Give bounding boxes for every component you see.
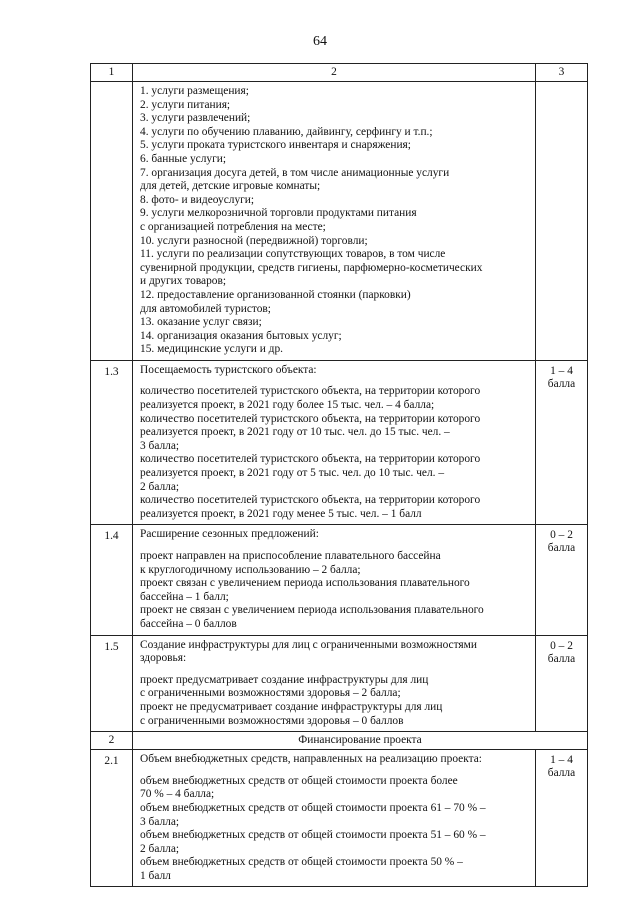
criterion-title xyxy=(140,528,531,542)
row-number: 1.4 xyxy=(91,525,133,635)
list-item xyxy=(140,139,531,153)
list-item xyxy=(140,112,531,126)
criterion-option xyxy=(140,674,531,701)
list-item xyxy=(140,248,531,289)
list-item xyxy=(140,99,531,113)
text-line: количество посетителей туристского объекта, на территории которого xyxy=(140,412,481,425)
criterion-content xyxy=(133,635,536,732)
text-line: 3. услуги развлечений; xyxy=(140,112,251,125)
text-line: 12. предоставление организованной стоянки (парковки) xyxy=(140,288,411,301)
section-title: Финансирование проекта xyxy=(133,732,588,750)
criterion-option xyxy=(140,701,531,728)
text-line: реализуется проект, в 2021 году менее 5 тыс. чел. – 1 балл xyxy=(140,507,422,520)
text-line: проект не связан с увеличением периода использования плавательного xyxy=(140,604,484,617)
score-line: балла xyxy=(547,767,576,780)
text-line: 2 балла; xyxy=(140,842,180,855)
criterion-option xyxy=(140,577,531,604)
criterion-option xyxy=(140,802,531,829)
score-line: балла xyxy=(547,542,576,555)
text-line: 13. оказание услуг связи; xyxy=(140,316,262,329)
text-line: реализуется проект, в 2021 году от 5 тыс. чел. до 10 тыс. чел. – xyxy=(140,467,445,480)
header-col-2: 2 xyxy=(133,64,536,82)
text-line: сувенирной продукции, средств гигиены, парфюмерно-косметических xyxy=(140,261,483,274)
criterion-title xyxy=(140,753,531,767)
list-item xyxy=(140,167,531,194)
score-range xyxy=(536,525,588,635)
row-number: 1.5 xyxy=(91,635,133,732)
text-line: 4. услуги по обучению плаванию, дайвингу, серфингу и т.п.; xyxy=(140,125,433,138)
text-line: 8. фото- и видеоуслуги; xyxy=(140,193,255,206)
text-line: 6. банные услуги; xyxy=(140,152,227,165)
text-line: 2 балла; xyxy=(140,480,180,493)
text-line: 9. услуги мелкорозничной торговли продуктами питания xyxy=(140,207,417,220)
criterion-option xyxy=(140,385,531,412)
text-line: объем внебюджетных средств от общей стоимости проекта более xyxy=(140,774,458,787)
text-line: объем внебюджетных средств от общей стоимости проекта 61 – 70 % – xyxy=(140,801,486,814)
text-line: реализуется проект, в 2021 году более 15 тыс. чел. – 4 балла; xyxy=(140,399,435,412)
text-line: здоровья: xyxy=(140,652,187,665)
text-line: с ограниченными возможностями здоровья – 0 баллов xyxy=(140,714,404,727)
list-item xyxy=(140,207,531,234)
text-line: 11. услуги по реализации сопутствующих товаров, в том числе xyxy=(140,248,446,261)
score-line: балла xyxy=(547,377,576,390)
text-line: реализуется проект, в 2021 году от 10 тыс. чел. до 15 тыс. чел. – xyxy=(140,426,450,439)
text-line: 3 балла; xyxy=(140,815,180,828)
text-line: 3 балла; xyxy=(140,439,180,452)
text-line: и других товаров; xyxy=(140,275,227,288)
services-list xyxy=(133,82,536,361)
row-number: 1.3 xyxy=(91,360,133,525)
text-line: 1. услуги размещения; xyxy=(140,85,249,97)
text-line: Создание инфраструктуры для лиц с ограниченными возможностями xyxy=(140,638,477,651)
criterion-option xyxy=(140,413,531,454)
score-line: 1 – 4 xyxy=(550,754,573,767)
criterion-option xyxy=(140,453,531,494)
list-item xyxy=(140,85,531,99)
criterion-row xyxy=(91,360,588,525)
text-line: Расширение сезонных предложений: xyxy=(140,528,319,541)
criterion-option xyxy=(140,775,531,802)
header-col-3: 3 xyxy=(536,64,588,82)
score-line: 0 – 2 xyxy=(550,639,573,652)
criterion-content xyxy=(133,525,536,635)
page-number: 64 xyxy=(313,34,327,49)
text-line: объем внебюджетных средств от общей стоимости проекта 50 % – xyxy=(140,856,463,869)
text-line: для автомобилей туристов; xyxy=(140,302,271,315)
text-line: проект предусматривает создание инфраструктуры для лиц xyxy=(140,673,429,686)
list-item xyxy=(140,153,531,167)
list-item xyxy=(140,194,531,208)
row-number-empty xyxy=(91,82,133,361)
criterion-title xyxy=(140,639,531,666)
score-empty xyxy=(536,82,588,361)
text-line: количество посетителей туристского объекта, на территории которого xyxy=(140,385,481,398)
criterion-option xyxy=(140,829,531,856)
text-line: 2. услуги питания; xyxy=(140,98,231,111)
score-range xyxy=(536,750,588,887)
list-item xyxy=(140,235,531,249)
score-range xyxy=(536,360,588,525)
text-line: для детей, детские игровые комнаты; xyxy=(140,180,321,193)
criterion-row xyxy=(91,525,588,635)
text-line: Объем внебюджетных средств, направленных на реализацию проекта: xyxy=(140,753,482,766)
text-line: 70 % – 4 балла; xyxy=(140,788,215,801)
criterion-content xyxy=(133,750,536,887)
header-col-1: 1 xyxy=(91,64,133,82)
text-line: проект направлен на приспособление плавательного бассейна xyxy=(140,550,441,562)
section-row xyxy=(91,732,588,750)
list-item xyxy=(140,289,531,316)
list-item xyxy=(140,316,531,330)
criterion-option xyxy=(140,856,531,883)
text-line: 7. организация досуга детей, в том числе анимационные услуги xyxy=(140,166,450,179)
text-line: Посещаемость туристского объекта: xyxy=(140,363,317,376)
text-line: 5. услуги проката туристского инвентаря и снаряжения; xyxy=(140,139,411,152)
criterion-title xyxy=(140,364,531,378)
text-line: к круглогодичному использованию – 2 балла; xyxy=(140,563,361,576)
text-line: проект связан с увеличением периода использования плавательного xyxy=(140,577,470,590)
text-line: объем внебюджетных средств от общей стоимости проекта 51 – 60 % – xyxy=(140,829,486,842)
section-number: 2 xyxy=(91,732,133,750)
criterion-option xyxy=(140,604,531,631)
row-number: 2.1 xyxy=(91,750,133,887)
text-line: 10. услуги разносной (передвижной) торговли; xyxy=(140,234,368,247)
text-line: 15. медицинские услуги и др. xyxy=(140,343,283,356)
table-header-row xyxy=(91,64,588,82)
list-item xyxy=(140,330,531,344)
text-line: проект не предусматривает создание инфраструктуры для лиц xyxy=(140,700,443,713)
text-line: с ограниченными возможностями здоровья – 2 балла; xyxy=(140,687,401,700)
text-line: 14. организация оказания бытовых услуг; xyxy=(140,329,342,342)
criteria-table xyxy=(90,63,588,887)
criterion-row xyxy=(91,750,588,887)
text-line: бассейна – 0 баллов xyxy=(140,617,237,630)
score-line: 1 – 4 xyxy=(550,364,573,377)
criterion-option xyxy=(140,550,531,577)
text-line: с организацией потребления на месте; xyxy=(140,220,326,233)
list-item xyxy=(140,126,531,140)
list-item xyxy=(140,343,531,357)
text-line: количество посетителей туристского объекта, на территории которого xyxy=(140,453,481,466)
text-line: бассейна – 1 балл; xyxy=(140,590,229,603)
criterion-option xyxy=(140,494,531,521)
text-line: 1 балл xyxy=(140,869,171,882)
criterion-row xyxy=(91,635,588,732)
text-line: количество посетителей туристского объекта, на территории которого xyxy=(140,494,481,507)
score-range xyxy=(536,635,588,732)
criterion-content xyxy=(133,360,536,525)
score-line: балла xyxy=(547,652,576,665)
score-line: 0 – 2 xyxy=(550,529,573,542)
services-list-row xyxy=(91,82,588,361)
